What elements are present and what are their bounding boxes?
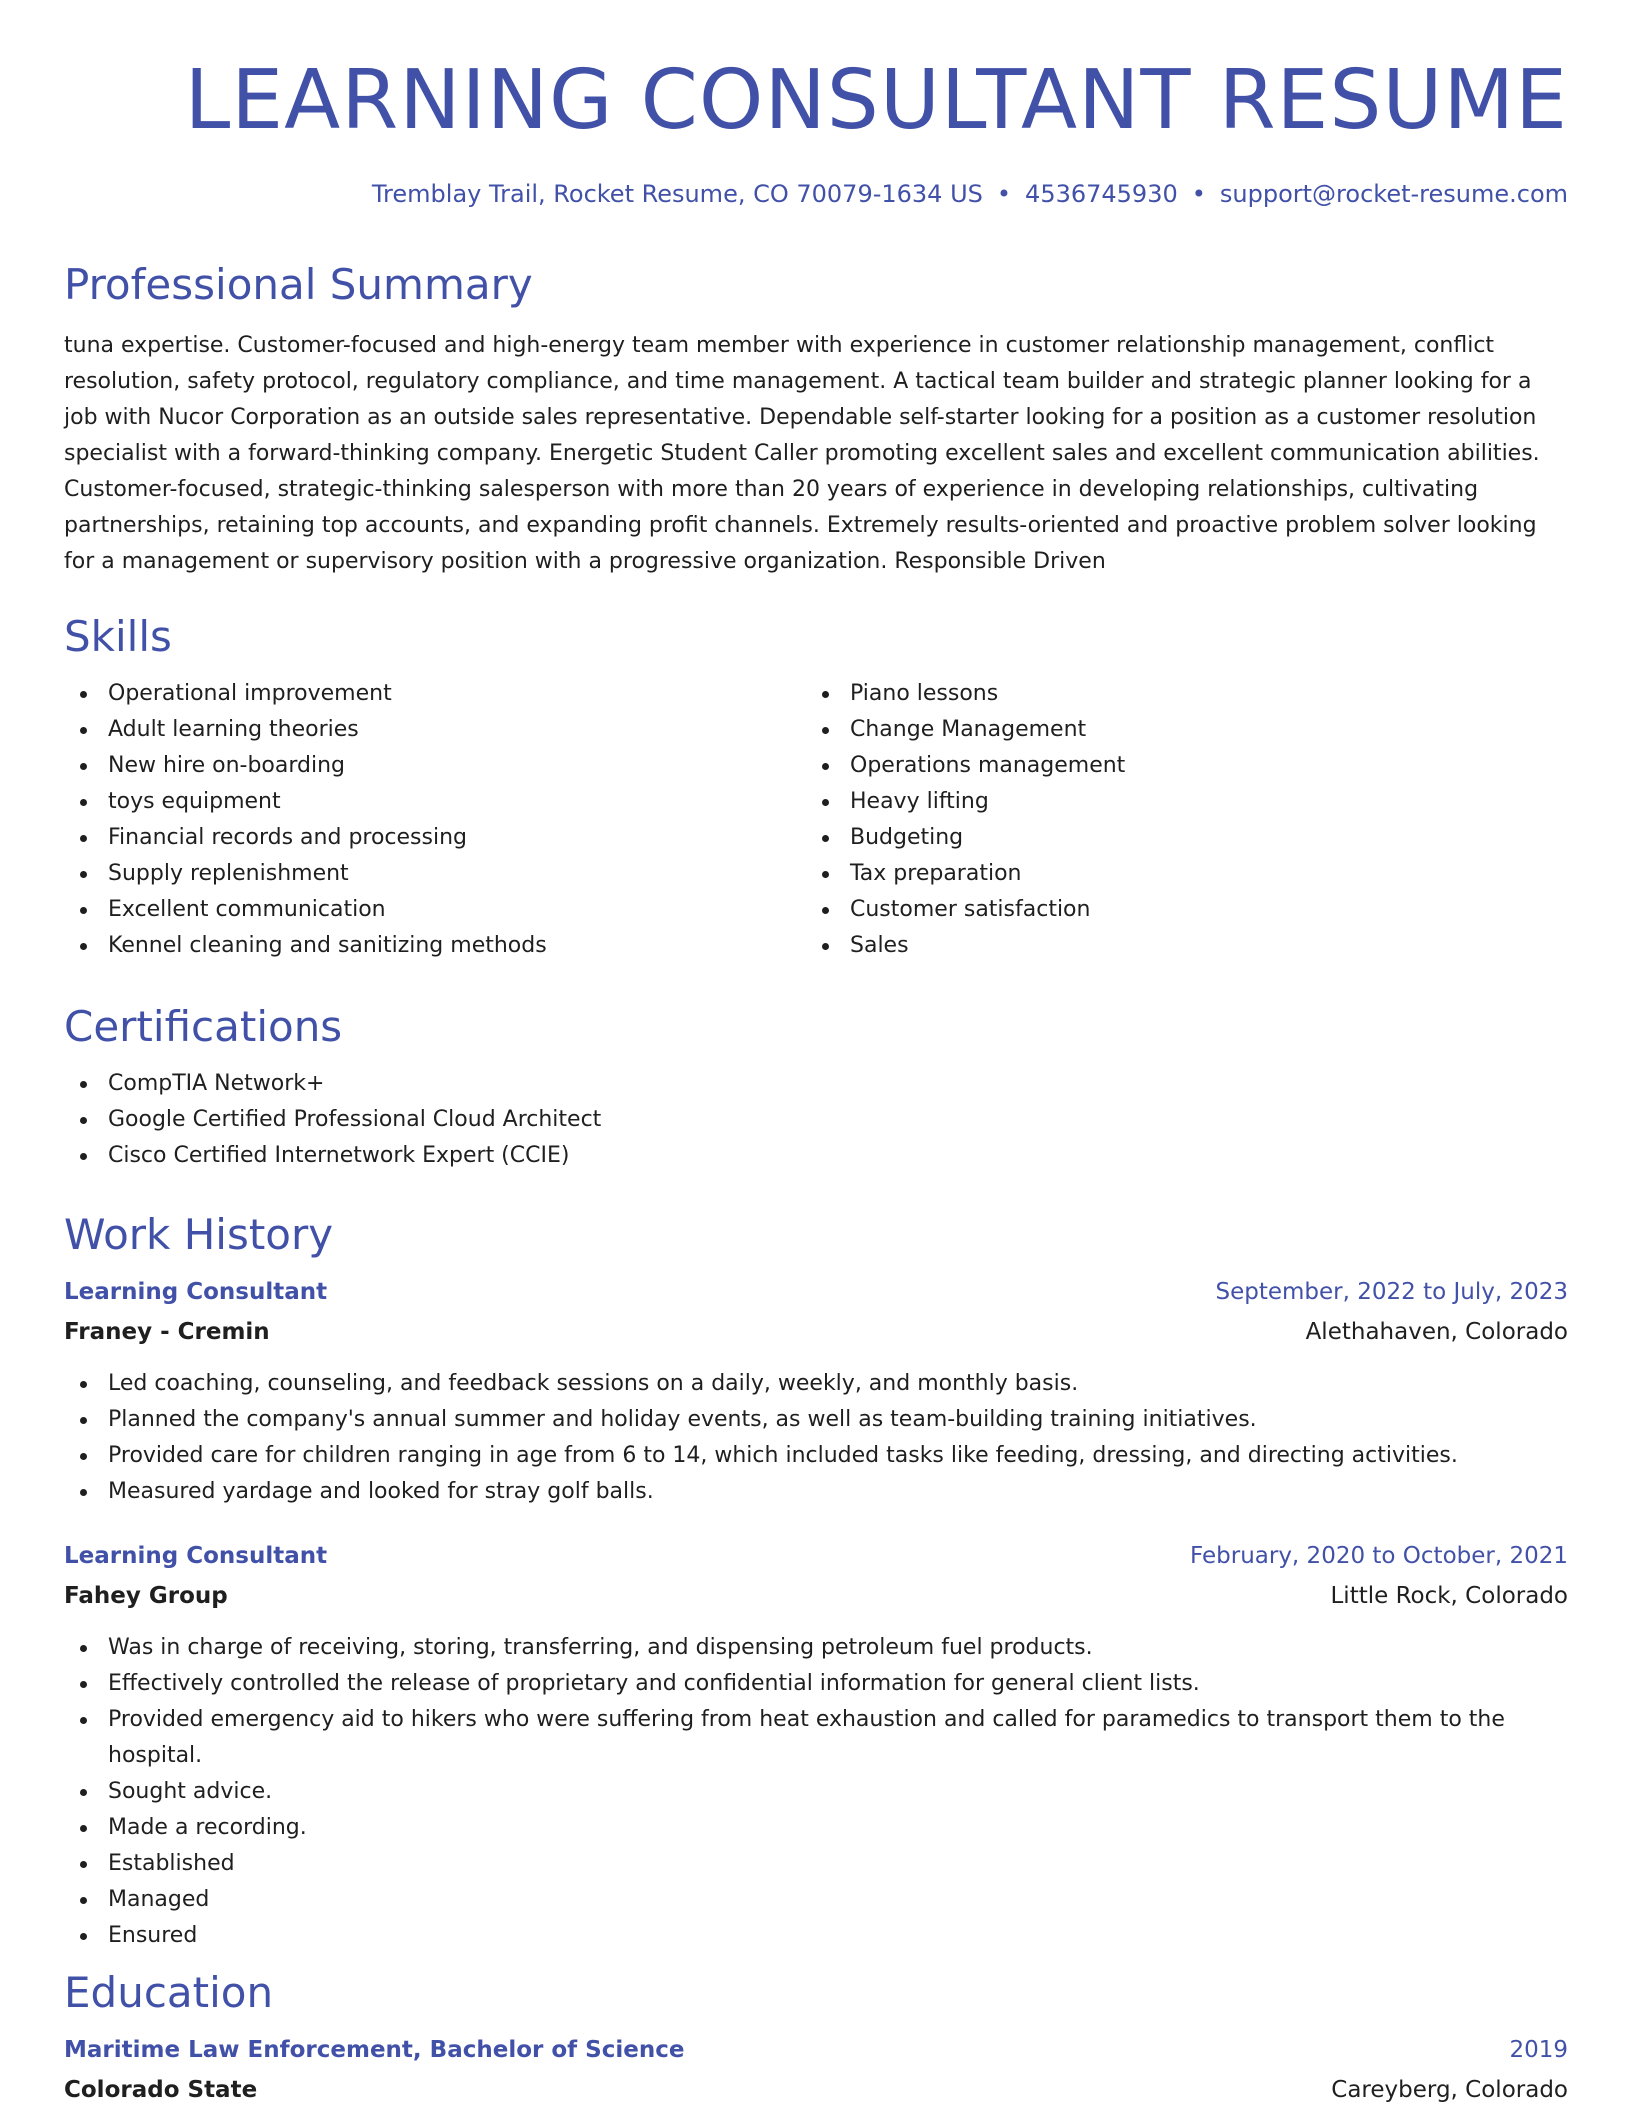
skills-column-right	[806, 676, 1548, 964]
contact-email[interactable]: support@rocket-resume.com	[1219, 180, 1568, 208]
job-subheader	[64, 1576, 1568, 1616]
job-company: Franey - Cremin	[64, 1319, 270, 1346]
skills-heading: Skills	[64, 612, 172, 661]
skills-section	[64, 614, 1568, 964]
job-duty: Sought advice.	[64, 1774, 1568, 1810]
job-entry	[64, 1536, 1568, 1954]
job-duty: Made a recording.	[64, 1810, 1568, 1846]
skills-list-left	[64, 676, 806, 964]
education-location: Careyberg, Colorado	[1331, 2077, 1568, 2104]
contact-separator: •	[1191, 180, 1206, 208]
education-degree: Maritime Law Enforcement, Bachelor of Science	[64, 2037, 685, 2064]
job-location: Little Rock, Colorado	[1330, 1583, 1568, 1610]
job-location: Alethahaven, Colorado	[1305, 1319, 1568, 1346]
job-entry	[64, 1272, 1568, 1510]
skill-item: Operational improvement	[64, 676, 806, 712]
education-subheader	[64, 2070, 1568, 2110]
work-history-section	[64, 1212, 1568, 1954]
job-duty: Was in charge of receiving, storing, transferring, and dispensing petroleum fuel products.	[64, 1630, 1568, 1666]
job-duties-list	[64, 1366, 1568, 1510]
skill-item: Adult learning theories	[64, 712, 806, 748]
skills-column-left	[64, 676, 806, 964]
skill-item: Piano lessons	[806, 676, 1548, 712]
contact-address: Tremblay Trail, Rocket Resume, CO 70079-1634 US	[371, 180, 983, 208]
job-subheader	[64, 1312, 1568, 1352]
skill-item: Budgeting	[806, 820, 1548, 856]
education-entry	[64, 2030, 1568, 2110]
summary-section	[64, 262, 1568, 580]
skill-item: Operations management	[806, 748, 1548, 784]
job-duty: Established	[64, 1846, 1568, 1882]
skill-item: Kennel cleaning and sanitizing methods	[64, 928, 806, 964]
job-title: Learning Consultant	[64, 1543, 328, 1570]
skill-item: Heavy lifting	[806, 784, 1548, 820]
skill-item: Tax preparation	[806, 856, 1548, 892]
contact-line	[64, 180, 1568, 209]
job-duties-list	[64, 1630, 1568, 1954]
education-heading: Education	[64, 1968, 274, 2017]
skill-item: toys equipment	[64, 784, 806, 820]
certifications-heading: Certifications	[64, 1002, 343, 1051]
certifications-list	[64, 1066, 1568, 1174]
job-duty: Led coaching, counseling, and feedback sessions on a daily, weekly, and monthly basis.	[64, 1366, 1568, 1402]
summary-heading: Professional Summary	[64, 260, 533, 309]
job-header	[64, 1272, 1568, 1312]
skill-item: Financial records and processing	[64, 820, 806, 856]
education-school: Colorado State	[64, 2077, 258, 2104]
certification-item: CompTIA Network+	[64, 1066, 1568, 1102]
certifications-section	[64, 1004, 1568, 1174]
contact-phone: 4536745930	[1025, 180, 1178, 208]
job-title: Learning Consultant	[64, 1279, 328, 1306]
job-duty: Measured yardage and looked for stray golf balls.	[64, 1474, 1568, 1510]
skill-item: Supply replenishment	[64, 856, 806, 892]
job-duty: Provided emergency aid to hikers who were suffering from heat exhaustion and called for paramedics to transport them to the hospital.	[64, 1702, 1568, 1774]
skills-list-right	[806, 676, 1548, 964]
resume-title: LEARNING CONSULTANT RESUME	[184, 53, 1568, 148]
summary-text: tuna expertise. Customer-focused and high-energy team member with experience in customer relationship management, conflict resolution, safety protocol, regulatory compliance, and time management. A tactical team builder and strategic planner looking for a job with Nucor Corporation as an outside sales representative. Dependable self-starter looking for a position as a customer resolution specialist with a forward-thinking company. Energetic Student Caller promoting excellent sales and excellent communication abilities. Customer-focused, strategic-thinking salesperson with more than 20 years of experience in developing relationships, cultivating partnerships, retaining top accounts, and expanding profit channels. Extremely results-oriented and proactive problem solver looking for a management or supervisory position with a progressive organization. Responsible Driven	[64, 333, 1540, 575]
skill-item: Change Management	[806, 712, 1548, 748]
job-duty: Ensured	[64, 1918, 1568, 1954]
contact-separator: •	[996, 180, 1012, 208]
skill-item: Excellent communication	[64, 892, 806, 928]
skills-grid	[64, 676, 1568, 964]
skill-item: New hire on-boarding	[64, 748, 806, 784]
education-year: 2019	[1509, 2037, 1568, 2064]
job-dates: February, 2020 to October, 2021	[1190, 1543, 1568, 1570]
job-duty: Provided care for children ranging in age from 6 to 14, which included tasks like feeding, dressing, and directing activities.	[64, 1438, 1568, 1474]
job-duty: Managed	[64, 1882, 1568, 1918]
job-duty: Effectively controlled the release of proprietary and confidential information for general client lists.	[64, 1666, 1568, 1702]
job-company: Fahey Group	[64, 1583, 228, 1610]
work-history-heading: Work History	[64, 1210, 334, 1259]
education-section	[64, 1970, 1568, 2110]
certification-item: Cisco Certified Internetwork Expert (CCIE)	[64, 1138, 1568, 1174]
job-header	[64, 1536, 1568, 1576]
skill-item: Sales	[806, 928, 1548, 964]
certification-item: Google Certified Professional Cloud Architect	[64, 1102, 1568, 1138]
job-dates: September, 2022 to July, 2023	[1215, 1279, 1568, 1306]
education-header	[64, 2030, 1568, 2070]
skill-item: Customer satisfaction	[806, 892, 1548, 928]
job-duty: Planned the company's annual summer and holiday events, as well as team-building training initiatives.	[64, 1402, 1568, 1438]
